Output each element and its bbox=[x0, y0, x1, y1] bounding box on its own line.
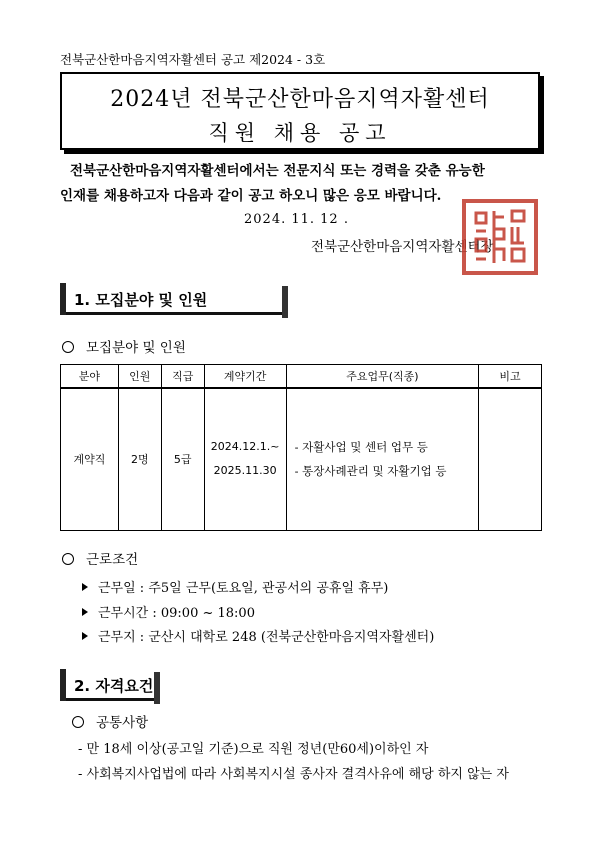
title-line-2: 직원 채용 공고 bbox=[208, 121, 392, 145]
period-start: 2024.12.1.~ bbox=[210, 440, 280, 454]
table-header-duties: 주요업무(직종) bbox=[286, 365, 478, 388]
signature: 전북군산한마음지역자활센터장 bbox=[311, 239, 494, 255]
condition-text: 근무일 : 주5일 근무(토요일, 관공서의 공휴일 휴무) bbox=[98, 581, 389, 596]
triangle-bullet-icon bbox=[82, 632, 88, 640]
triangle-bullet-icon bbox=[82, 583, 88, 591]
recruit-subheading-text: 모집분야 및 인원 bbox=[86, 340, 186, 356]
circle-bullet-icon bbox=[62, 553, 74, 565]
condition-item bbox=[82, 577, 388, 596]
table-header-period: 계약기간 bbox=[204, 365, 286, 388]
intro-line-2: 인재를 채용하고자 다음과 같이 공고 하오니 많은 응모 바랍니다. bbox=[60, 188, 442, 204]
cell-duties bbox=[286, 388, 478, 531]
section-shadow bbox=[282, 286, 288, 318]
table-row bbox=[61, 388, 542, 531]
requirements-subheading bbox=[72, 711, 148, 731]
recruit-subheading bbox=[62, 336, 186, 356]
recruit-table bbox=[60, 364, 542, 531]
cell-note bbox=[479, 388, 542, 531]
duty-item: - 자활사업 및 센터 업무 등 bbox=[294, 440, 428, 455]
table-header-note: 비고 bbox=[479, 365, 542, 388]
table-header-grade: 직급 bbox=[161, 365, 204, 388]
circle-bullet-icon bbox=[62, 341, 74, 353]
period-end: 2025.11.30 bbox=[213, 464, 277, 478]
requirements-subheading-text: 공통사항 bbox=[96, 715, 149, 731]
condition-text: 근무시간 : 09:00 ~ 18:00 bbox=[98, 606, 255, 621]
condition-text: 근무지 : 군산시 대학로 248 (전북군산한마음지역자활센터) bbox=[98, 630, 435, 645]
notice-number: 전북군산한마음지역자활센터 공고 제2024 - 3호 bbox=[60, 52, 326, 67]
section-bar bbox=[60, 283, 66, 315]
title-box bbox=[60, 72, 540, 150]
table-header-field: 분야 bbox=[61, 365, 119, 388]
table-header-count: 인원 bbox=[118, 365, 161, 388]
duty-item: - 통장사례관리 및 자활기업 등 bbox=[294, 464, 447, 479]
condition-item bbox=[82, 626, 434, 645]
section-2-title: 2. 자격요건 bbox=[74, 677, 154, 695]
title-line-1: 2024년 전북군산한마음지역자활센터 bbox=[110, 87, 490, 112]
section-bar bbox=[60, 669, 66, 701]
circle-bullet-icon bbox=[72, 716, 84, 728]
condition-item bbox=[82, 602, 255, 621]
section-1-heading bbox=[60, 283, 282, 315]
cell-field: 계약직 bbox=[61, 388, 119, 531]
section-shadow bbox=[154, 672, 160, 704]
cell-grade: 5급 bbox=[161, 388, 204, 531]
requirement-item: - 사회복지사업법에 따라 사회복지시설 종사자 결격사유에 해당 하지 않는 자 bbox=[78, 767, 509, 782]
section-1-title: 1. 모집분야 및 인원 bbox=[74, 291, 208, 309]
official-seal-icon bbox=[460, 197, 540, 277]
notice-date: 2024. 11. 12 . bbox=[244, 212, 349, 227]
conditions-subheading bbox=[62, 548, 138, 568]
requirement-item: - 만 18세 이상(공고일 기준)으로 직원 정년(만60세)이하인 자 bbox=[78, 742, 429, 757]
cell-period bbox=[204, 388, 286, 531]
intro-line-1: 전북군산한마음지역자활센터에서는 전문지식 또는 경력을 갖춘 유능한 bbox=[70, 163, 485, 179]
conditions-subheading-text: 근로조건 bbox=[86, 552, 139, 568]
section-2-heading bbox=[60, 669, 154, 701]
triangle-bullet-icon bbox=[82, 608, 88, 616]
cell-count: 2명 bbox=[118, 388, 161, 531]
